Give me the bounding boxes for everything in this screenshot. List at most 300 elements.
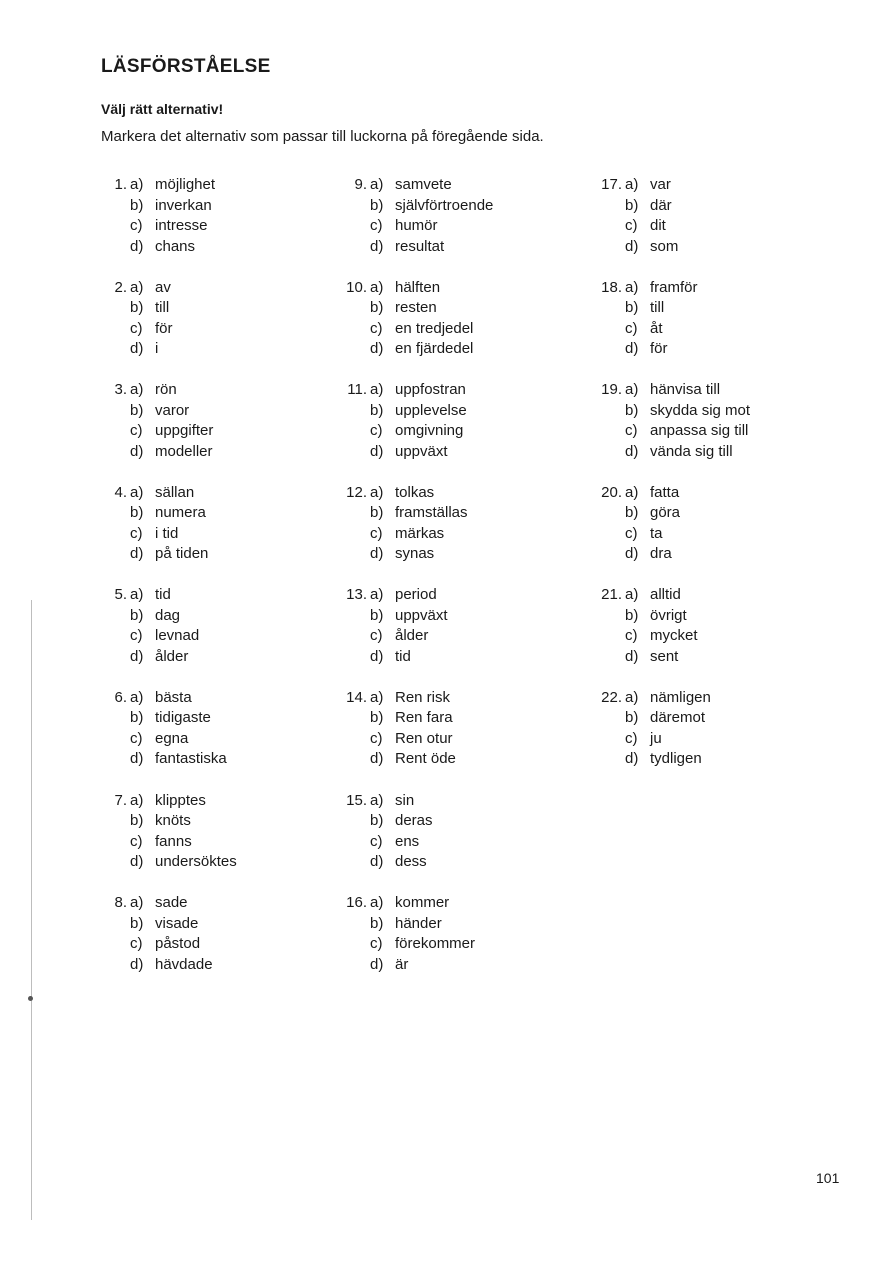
option-letter: c) bbox=[130, 832, 143, 850]
answer-option[interactable] bbox=[101, 749, 331, 770]
answer-option[interactable] bbox=[101, 647, 331, 668]
option-text: egna bbox=[155, 729, 189, 747]
option-text: ålder bbox=[155, 647, 189, 665]
option-letter: c) bbox=[625, 319, 638, 337]
answer-option[interactable] bbox=[596, 544, 826, 565]
option-letter: a) bbox=[370, 894, 384, 912]
answer-option[interactable] bbox=[596, 708, 826, 729]
option-text: påstod bbox=[155, 935, 201, 953]
answer-option[interactable] bbox=[101, 544, 331, 565]
question-item bbox=[101, 791, 331, 894]
option-letter: b) bbox=[625, 196, 639, 214]
option-text: alltid bbox=[650, 586, 681, 604]
option-text: sent bbox=[650, 647, 679, 665]
question-number: 12. bbox=[346, 483, 367, 501]
option-letter: c) bbox=[130, 217, 143, 234]
option-letter: c) bbox=[130, 627, 143, 645]
answer-option[interactable] bbox=[596, 175, 826, 196]
answer-option[interactable] bbox=[101, 811, 331, 832]
option-text: resultat bbox=[395, 237, 445, 255]
question-number: 1. bbox=[114, 176, 127, 193]
question-item bbox=[596, 688, 826, 791]
option-text: Rent öde bbox=[395, 750, 456, 768]
option-text: Ren otur bbox=[395, 729, 453, 747]
option-text: rön bbox=[155, 381, 177, 399]
question-number: 21. bbox=[601, 586, 622, 604]
option-text: till bbox=[155, 299, 170, 317]
answer-option[interactable] bbox=[101, 278, 331, 299]
option-letter: c) bbox=[370, 832, 383, 850]
option-letter: c) bbox=[130, 729, 143, 747]
option-text: skydda sig mot bbox=[650, 401, 751, 419]
option-letter: c) bbox=[370, 524, 383, 542]
answer-option[interactable] bbox=[341, 421, 571, 442]
option-letter: b) bbox=[370, 812, 384, 830]
question-item bbox=[341, 585, 571, 688]
answer-option[interactable] bbox=[341, 852, 571, 873]
option-text: uppgifter bbox=[155, 422, 214, 440]
option-letter: b) bbox=[130, 504, 144, 522]
question-number: 17. bbox=[601, 176, 622, 193]
option-letter: d) bbox=[130, 545, 144, 563]
question-item bbox=[101, 483, 331, 586]
option-text: mycket bbox=[650, 627, 698, 645]
option-text: framställas bbox=[395, 504, 468, 522]
question-number: 18. bbox=[601, 278, 622, 296]
answer-option[interactable] bbox=[341, 175, 571, 196]
option-text: resten bbox=[395, 299, 437, 317]
question-column-1 bbox=[101, 175, 331, 996]
option-text: sin bbox=[395, 791, 415, 809]
question-item bbox=[341, 380, 571, 483]
option-letter: c) bbox=[625, 217, 638, 234]
answer-option[interactable] bbox=[596, 626, 826, 647]
option-text: chans bbox=[155, 237, 196, 255]
answer-option[interactable] bbox=[101, 914, 331, 935]
answer-option[interactable] bbox=[341, 708, 571, 729]
option-text: Ren fara bbox=[395, 709, 453, 727]
question-item bbox=[341, 893, 571, 996]
option-text: visade bbox=[155, 914, 199, 932]
option-text: undersöktes bbox=[155, 853, 237, 871]
answer-option[interactable] bbox=[341, 339, 571, 360]
option-letter: c) bbox=[370, 319, 383, 337]
option-text: levnad bbox=[155, 627, 200, 645]
option-letter: c) bbox=[130, 524, 143, 542]
answer-option[interactable] bbox=[101, 606, 331, 627]
option-text: dra bbox=[650, 545, 672, 563]
answer-option[interactable] bbox=[341, 442, 571, 463]
option-text: dit bbox=[650, 217, 666, 234]
question-item bbox=[101, 893, 331, 996]
option-letter: d) bbox=[625, 647, 639, 665]
answer-option[interactable] bbox=[101, 791, 331, 812]
option-text: deras bbox=[395, 812, 433, 830]
option-text: däremot bbox=[650, 709, 706, 727]
option-text: ens bbox=[395, 832, 420, 850]
answer-option[interactable] bbox=[101, 175, 331, 196]
option-text: en tredjedel bbox=[395, 319, 474, 337]
answer-option[interactable] bbox=[101, 688, 331, 709]
option-letter: b) bbox=[370, 606, 384, 624]
option-letter: b) bbox=[370, 504, 384, 522]
option-text: uppväxt bbox=[395, 442, 448, 460]
option-text: intresse bbox=[155, 217, 208, 234]
option-letter: b) bbox=[130, 299, 144, 317]
option-text: vända sig till bbox=[650, 442, 733, 460]
option-letter: c) bbox=[130, 935, 143, 953]
answer-option[interactable] bbox=[101, 626, 331, 647]
option-letter: a) bbox=[130, 483, 144, 501]
option-text: numera bbox=[155, 504, 206, 522]
answer-option[interactable] bbox=[101, 216, 331, 237]
option-text: tidigaste bbox=[155, 709, 211, 727]
option-text: i bbox=[155, 340, 159, 358]
answer-option[interactable] bbox=[341, 914, 571, 935]
option-letter: d) bbox=[370, 853, 384, 871]
option-text: möjlighet bbox=[155, 176, 216, 193]
question-number: 20. bbox=[601, 483, 622, 501]
answer-option[interactable] bbox=[341, 606, 571, 627]
option-letter: a) bbox=[130, 791, 144, 809]
answer-option[interactable] bbox=[596, 749, 826, 770]
option-letter: a) bbox=[370, 688, 384, 706]
option-text: där bbox=[650, 196, 672, 214]
question-number: 13. bbox=[346, 586, 367, 604]
question-item bbox=[101, 380, 331, 483]
option-letter: b) bbox=[130, 812, 144, 830]
answer-option[interactable] bbox=[596, 688, 826, 709]
answer-option[interactable] bbox=[341, 791, 571, 812]
option-text: övrigt bbox=[650, 606, 687, 624]
answer-option[interactable] bbox=[101, 729, 331, 750]
option-letter: b) bbox=[130, 606, 144, 624]
exercise-subtitle: Välj rätt alternativ! bbox=[101, 101, 224, 117]
option-text: tolkas bbox=[395, 483, 435, 501]
answer-option[interactable] bbox=[341, 216, 571, 237]
answer-option[interactable] bbox=[341, 626, 571, 647]
answer-option[interactable] bbox=[341, 955, 571, 976]
option-letter: d) bbox=[130, 750, 144, 768]
answer-option[interactable] bbox=[101, 237, 331, 258]
option-text: sällan bbox=[155, 483, 195, 501]
option-text: ålder bbox=[395, 627, 429, 645]
option-text: tid bbox=[155, 586, 171, 604]
option-letter: d) bbox=[130, 955, 144, 973]
question-number: 5. bbox=[114, 586, 127, 604]
question-number: 10. bbox=[346, 278, 367, 296]
answer-option[interactable] bbox=[341, 524, 571, 545]
answer-option[interactable] bbox=[341, 934, 571, 955]
answer-option[interactable] bbox=[341, 544, 571, 565]
question-item bbox=[341, 688, 571, 791]
margin-dot bbox=[28, 996, 33, 1001]
option-letter: d) bbox=[625, 442, 639, 460]
option-letter: b) bbox=[130, 914, 144, 932]
option-text: ta bbox=[650, 524, 663, 542]
option-letter: a) bbox=[130, 381, 144, 399]
option-letter: d) bbox=[370, 237, 384, 255]
option-text: tid bbox=[395, 647, 411, 665]
answer-option[interactable] bbox=[101, 196, 331, 217]
answer-option[interactable] bbox=[341, 749, 571, 770]
answer-option[interactable] bbox=[101, 852, 331, 873]
option-text: fanns bbox=[155, 832, 192, 850]
answer-option[interactable] bbox=[596, 421, 826, 442]
option-text: framför bbox=[650, 278, 698, 296]
option-letter: d) bbox=[625, 750, 639, 768]
option-text: i tid bbox=[155, 524, 179, 542]
option-text: ju bbox=[650, 729, 662, 747]
option-text: upplevelse bbox=[395, 401, 467, 419]
answer-option[interactable] bbox=[341, 196, 571, 217]
option-letter: d) bbox=[130, 340, 144, 358]
question-item bbox=[341, 791, 571, 894]
answer-option[interactable] bbox=[101, 524, 331, 545]
answer-option[interactable] bbox=[101, 893, 331, 914]
option-letter: b) bbox=[370, 299, 384, 317]
answer-option[interactable] bbox=[101, 708, 331, 729]
option-text: åt bbox=[650, 319, 663, 337]
answer-option[interactable] bbox=[596, 380, 826, 401]
question-item bbox=[101, 585, 331, 688]
question-number: 9. bbox=[354, 176, 367, 193]
option-text: för bbox=[650, 340, 668, 358]
option-text: för bbox=[155, 319, 173, 337]
option-text: dag bbox=[155, 606, 181, 624]
answer-option[interactable] bbox=[596, 278, 826, 299]
option-text: fatta bbox=[650, 483, 680, 501]
answer-option[interactable] bbox=[596, 585, 826, 606]
option-letter: b) bbox=[130, 709, 144, 727]
option-letter: a) bbox=[130, 586, 144, 604]
option-letter: a) bbox=[370, 586, 384, 604]
question-number: 8. bbox=[114, 894, 127, 912]
option-letter: b) bbox=[130, 196, 144, 214]
answer-option[interactable] bbox=[596, 237, 826, 258]
option-letter: d) bbox=[370, 750, 384, 768]
option-letter: d) bbox=[130, 853, 144, 871]
option-letter: b) bbox=[625, 709, 639, 727]
option-text: omgivning bbox=[395, 422, 464, 440]
question-number: 7. bbox=[114, 791, 127, 809]
question-number: 15. bbox=[346, 791, 367, 809]
answer-option[interactable] bbox=[101, 955, 331, 976]
answer-option[interactable] bbox=[101, 380, 331, 401]
option-letter: b) bbox=[370, 914, 384, 932]
option-letter: d) bbox=[625, 237, 639, 255]
option-letter: b) bbox=[370, 401, 384, 419]
option-letter: c) bbox=[370, 729, 383, 747]
answer-option[interactable] bbox=[341, 688, 571, 709]
option-letter: c) bbox=[625, 422, 638, 440]
question-number: 2. bbox=[114, 278, 127, 296]
option-letter: a) bbox=[130, 176, 144, 193]
option-text: av bbox=[155, 278, 171, 296]
question-number: 6. bbox=[114, 688, 127, 706]
option-letter: d) bbox=[625, 545, 639, 563]
option-text: anpassa sig till bbox=[650, 422, 749, 440]
answer-option[interactable] bbox=[101, 832, 331, 853]
answer-option[interactable] bbox=[596, 319, 826, 340]
option-letter: d) bbox=[370, 545, 384, 563]
question-item bbox=[341, 278, 571, 381]
option-text: är bbox=[395, 955, 409, 973]
option-letter: a) bbox=[130, 688, 144, 706]
question-item bbox=[596, 585, 826, 688]
question-item bbox=[596, 175, 826, 278]
answer-option[interactable] bbox=[341, 893, 571, 914]
option-letter: d) bbox=[130, 237, 144, 255]
option-text: självförtroende bbox=[395, 196, 494, 214]
option-letter: b) bbox=[625, 504, 639, 522]
answer-option[interactable] bbox=[596, 647, 826, 668]
option-text: modeller bbox=[155, 442, 213, 460]
question-number: 11. bbox=[347, 381, 367, 399]
option-letter: a) bbox=[130, 894, 144, 912]
answer-option[interactable] bbox=[341, 729, 571, 750]
option-text: humör bbox=[395, 217, 438, 234]
option-text: tydligen bbox=[650, 750, 702, 768]
option-letter: c) bbox=[130, 319, 143, 337]
question-item bbox=[596, 278, 826, 381]
option-text: dess bbox=[395, 853, 427, 871]
option-letter: c) bbox=[370, 627, 383, 645]
option-text: bästa bbox=[155, 688, 192, 706]
option-text: uppfostran bbox=[395, 381, 466, 399]
option-letter: a) bbox=[370, 278, 384, 296]
answer-option[interactable] bbox=[101, 442, 331, 463]
question-number: 14. bbox=[346, 688, 367, 706]
option-text: var bbox=[650, 176, 671, 193]
option-letter: a) bbox=[625, 278, 639, 296]
option-letter: a) bbox=[625, 176, 639, 193]
option-letter: a) bbox=[625, 586, 639, 604]
option-letter: a) bbox=[370, 483, 384, 501]
option-text: nämligen bbox=[650, 688, 711, 706]
question-column-3 bbox=[596, 175, 826, 791]
question-number: 3. bbox=[114, 381, 127, 399]
page-title: LÄSFÖRSTÅELSE bbox=[101, 56, 271, 77]
option-text: en fjärdedel bbox=[395, 340, 474, 358]
option-letter: b) bbox=[625, 299, 639, 317]
answer-option[interactable] bbox=[101, 934, 331, 955]
option-text: sade bbox=[155, 894, 188, 912]
margin-line bbox=[31, 600, 32, 1220]
answer-option[interactable] bbox=[596, 729, 826, 750]
question-item bbox=[596, 380, 826, 483]
option-letter: d) bbox=[370, 647, 384, 665]
question-number: 19. bbox=[601, 381, 622, 399]
question-item bbox=[101, 688, 331, 791]
option-letter: c) bbox=[625, 627, 638, 645]
option-text: på tiden bbox=[155, 545, 209, 563]
option-text: klipptes bbox=[155, 791, 206, 809]
question-column-2 bbox=[341, 175, 571, 996]
exercise-instruction: Markera det alternativ som passar till luckorna på föregående sida. bbox=[101, 128, 544, 145]
option-letter: d) bbox=[370, 955, 384, 973]
option-letter: a) bbox=[625, 483, 639, 501]
answer-option[interactable] bbox=[101, 483, 331, 504]
option-text: samvete bbox=[395, 176, 452, 193]
option-letter: d) bbox=[625, 340, 639, 358]
option-text: fantastiska bbox=[155, 750, 227, 768]
answer-option[interactable] bbox=[341, 298, 571, 319]
option-letter: d) bbox=[370, 340, 384, 358]
answer-option[interactable] bbox=[101, 298, 331, 319]
option-text: inverkan bbox=[155, 196, 212, 214]
answer-option[interactable] bbox=[341, 380, 571, 401]
question-item bbox=[101, 278, 331, 381]
option-letter: a) bbox=[370, 176, 384, 193]
answer-option[interactable] bbox=[596, 216, 826, 237]
option-letter: a) bbox=[130, 278, 144, 296]
option-text: hälften bbox=[395, 278, 441, 296]
answer-option[interactable] bbox=[596, 339, 826, 360]
answer-option[interactable] bbox=[596, 483, 826, 504]
option-text: uppväxt bbox=[395, 606, 448, 624]
answer-option[interactable] bbox=[596, 298, 826, 319]
answer-option[interactable] bbox=[101, 339, 331, 360]
option-text: till bbox=[650, 299, 665, 317]
answer-option[interactable] bbox=[596, 442, 826, 463]
answer-option[interactable] bbox=[341, 811, 571, 832]
option-text: händer bbox=[395, 914, 442, 932]
option-letter: a) bbox=[625, 381, 639, 399]
answer-option[interactable] bbox=[341, 832, 571, 853]
option-letter: d) bbox=[370, 442, 384, 460]
answer-option[interactable] bbox=[101, 401, 331, 422]
option-text: som bbox=[650, 237, 679, 255]
option-letter: c) bbox=[370, 217, 383, 234]
option-text: synas bbox=[395, 545, 435, 563]
option-letter: c) bbox=[370, 935, 383, 953]
question-number: 22. bbox=[601, 688, 622, 706]
answer-option[interactable] bbox=[596, 524, 826, 545]
option-text: kommer bbox=[395, 894, 450, 912]
answer-option[interactable] bbox=[341, 647, 571, 668]
answer-option[interactable] bbox=[341, 278, 571, 299]
option-letter: c) bbox=[130, 422, 143, 440]
option-text: märkas bbox=[395, 524, 445, 542]
option-letter: c) bbox=[625, 524, 638, 542]
answer-option[interactable] bbox=[596, 196, 826, 217]
answer-option[interactable] bbox=[596, 401, 826, 422]
option-letter: a) bbox=[625, 688, 639, 706]
answer-option[interactable] bbox=[101, 585, 331, 606]
option-letter: d) bbox=[130, 647, 144, 665]
question-item bbox=[596, 483, 826, 586]
answer-option[interactable] bbox=[101, 503, 331, 524]
answer-option[interactable] bbox=[341, 319, 571, 340]
answer-option[interactable] bbox=[101, 421, 331, 442]
option-letter: c) bbox=[370, 422, 383, 440]
question-item bbox=[341, 175, 571, 278]
answer-option[interactable] bbox=[341, 237, 571, 258]
answer-option[interactable] bbox=[596, 503, 826, 524]
option-text: varor bbox=[155, 401, 190, 419]
answer-option[interactable] bbox=[341, 503, 571, 524]
answer-option[interactable] bbox=[341, 483, 571, 504]
option-letter: b) bbox=[370, 196, 384, 214]
option-letter: a) bbox=[370, 381, 384, 399]
answer-option[interactable] bbox=[596, 606, 826, 627]
answer-option[interactable] bbox=[341, 585, 571, 606]
answer-option[interactable] bbox=[341, 401, 571, 422]
answer-option[interactable] bbox=[101, 319, 331, 340]
option-text: knöts bbox=[155, 812, 191, 830]
option-text: göra bbox=[650, 504, 681, 522]
